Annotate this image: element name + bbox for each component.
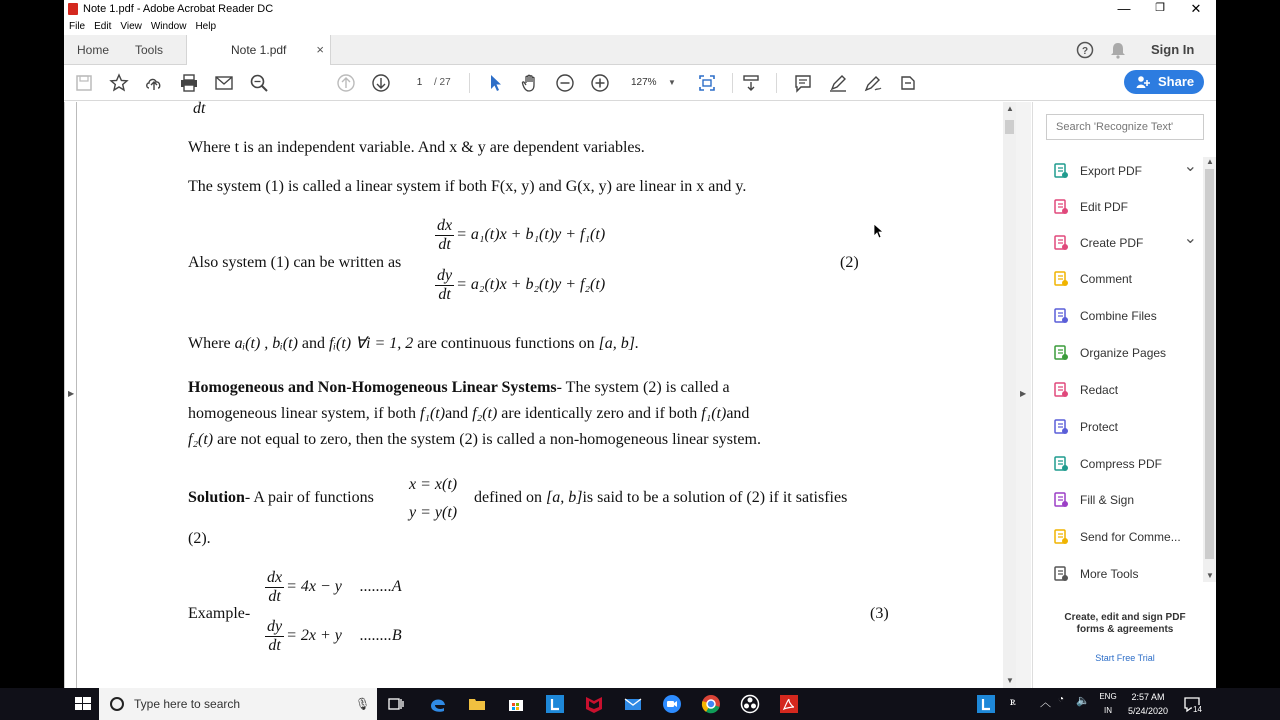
upload-cloud-icon[interactable] bbox=[144, 73, 164, 93]
redact-icon bbox=[1053, 382, 1069, 398]
compress-pdf-icon bbox=[1053, 456, 1069, 472]
math-span: x = x(t) bbox=[409, 476, 458, 493]
equation-3a bbox=[263, 569, 402, 606]
tool-edit-pdf[interactable] bbox=[1047, 196, 1197, 218]
language-code: ENG bbox=[1099, 692, 1117, 701]
tools-pane bbox=[1032, 102, 1216, 688]
tab-bar bbox=[64, 35, 1216, 65]
tool-label: Send for Comme... bbox=[1080, 530, 1181, 544]
document-tab-label: Note 1.pdf bbox=[231, 43, 287, 57]
document-viewport[interactable] bbox=[64, 102, 1016, 688]
start-free-trial-link[interactable]: Start Free Trial bbox=[1095, 653, 1155, 663]
tab-tools[interactable]: Tools bbox=[135, 43, 164, 57]
sign-in-link[interactable]: Sign In bbox=[1151, 42, 1195, 57]
lumin-app-icon[interactable] bbox=[545, 694, 565, 714]
zoom-level-value: 127% bbox=[631, 77, 657, 88]
text-span: - The system (2) is called a bbox=[556, 379, 730, 396]
tool-create-pdf[interactable] bbox=[1047, 232, 1197, 254]
sign-pen-icon[interactable] bbox=[863, 73, 883, 93]
text-line: The system (1) is called a linear system if both F(x, y) and G(x, y) are linear in x and y. bbox=[188, 178, 747, 195]
windows-start-icon[interactable] bbox=[73, 694, 93, 714]
tool-label: Protect bbox=[1080, 420, 1119, 434]
panel-splitter[interactable] bbox=[1016, 102, 1031, 688]
select-pointer-icon[interactable] bbox=[486, 73, 506, 93]
tool-label: Organize Pages bbox=[1080, 346, 1167, 360]
save-icon[interactable] bbox=[74, 73, 94, 93]
mouse-cursor-icon bbox=[873, 223, 883, 239]
acrobat-taskbar-icon[interactable] bbox=[779, 694, 799, 714]
promo-text bbox=[1033, 612, 1216, 636]
fraction-numerator: dy bbox=[437, 267, 453, 284]
math-span: [a, b] bbox=[545, 489, 583, 506]
task-view-icon[interactable] bbox=[386, 694, 406, 714]
mail-icon[interactable] bbox=[623, 694, 643, 714]
tool-label: Combine Files bbox=[1080, 309, 1157, 323]
share-button-label: Share bbox=[1158, 74, 1195, 89]
equation-tag: ........A bbox=[359, 578, 402, 596]
math-span: f₁(t) bbox=[419, 405, 446, 422]
tool-label: Export PDF bbox=[1080, 164, 1143, 178]
text-line bbox=[188, 334, 639, 354]
scroll-up-icon[interactable]: ▲ bbox=[1006, 104, 1014, 113]
chevron-down-icon: ▼ bbox=[668, 78, 676, 87]
scrollbar-thumb[interactable] bbox=[1005, 120, 1014, 134]
tool-comment[interactable] bbox=[1047, 268, 1197, 290]
right-panel-toggle-icon[interactable]: ▶ bbox=[1020, 389, 1027, 398]
equation-number: (3) bbox=[870, 605, 889, 622]
language-indicator[interactable] bbox=[1095, 690, 1121, 718]
next-page-icon[interactable] bbox=[371, 73, 391, 93]
tool-label: Edit PDF bbox=[1080, 200, 1129, 214]
bookmark-star-icon[interactable] bbox=[109, 73, 129, 93]
tool-send-for-comment[interactable] bbox=[1047, 526, 1197, 548]
clock-time: 2:57 AM bbox=[1131, 692, 1165, 702]
page-total: / 27 bbox=[434, 77, 451, 88]
scroll-up-icon[interactable]: ▲ bbox=[1206, 157, 1214, 166]
equation-rhs: = a₁(t)x + b₁(t)y + f₁(t) bbox=[456, 226, 606, 244]
region-code: IN bbox=[1104, 706, 1112, 715]
menu-bar bbox=[64, 18, 1216, 35]
pdf-page bbox=[76, 102, 1004, 688]
tab-home[interactable]: Home bbox=[77, 43, 110, 57]
share-button[interactable] bbox=[1124, 70, 1204, 94]
fraction-denominator: dt bbox=[438, 236, 451, 253]
text-span: defined on bbox=[474, 489, 542, 506]
edge-browser-icon[interactable] bbox=[428, 694, 448, 714]
tool-label: More Tools bbox=[1080, 567, 1139, 581]
lumin-tray-icon[interactable] bbox=[976, 694, 996, 714]
comment-icon bbox=[1053, 271, 1069, 287]
cortana-icon bbox=[110, 697, 124, 711]
obs-icon[interactable] bbox=[740, 694, 760, 714]
chrome-icon[interactable] bbox=[701, 694, 721, 714]
fraction-numerator: dx bbox=[267, 569, 283, 586]
math-span: f₂(t) bbox=[188, 431, 214, 448]
close-tab-icon[interactable]: × bbox=[316, 42, 324, 57]
text-span: are continuous functions on bbox=[417, 335, 595, 352]
equation-3b bbox=[263, 618, 402, 655]
svg-text:?: ? bbox=[1081, 46, 1089, 57]
network-icon[interactable]: ◔ bbox=[1058, 694, 1065, 705]
promo-line: Create, edit and sign PDF bbox=[1064, 612, 1186, 623]
tools-scrollbar[interactable] bbox=[1203, 157, 1216, 582]
tab-document[interactable] bbox=[186, 35, 331, 66]
close-window-button[interactable]: ✕ bbox=[1190, 1, 1202, 16]
fraction-numerator: dx bbox=[437, 217, 453, 234]
zoom-out-icon[interactable] bbox=[555, 73, 575, 93]
fraction-denominator: dt bbox=[268, 637, 281, 654]
create-pdf-icon bbox=[1053, 235, 1069, 251]
left-panel-toggle-icon[interactable]: ▶ bbox=[68, 389, 75, 398]
text-line bbox=[474, 488, 847, 508]
equation-2b bbox=[433, 267, 605, 304]
microphone-icon[interactable]: 🎙 bbox=[355, 697, 371, 711]
toolbar-divider bbox=[469, 73, 470, 93]
math-span: aᵢ(t) , bᵢ(t) bbox=[234, 335, 298, 352]
fraction-fragment: dt bbox=[193, 100, 206, 117]
tool-combine-files[interactable] bbox=[1047, 305, 1197, 327]
paragraph-line bbox=[188, 375, 896, 401]
chevron-down-icon[interactable]: ⌄ bbox=[1183, 230, 1197, 247]
zoom-in-icon[interactable] bbox=[590, 73, 610, 93]
fraction-denominator: dt bbox=[438, 286, 451, 303]
text-span: Where bbox=[188, 335, 231, 352]
text-line bbox=[188, 488, 374, 508]
equation-number: (2) bbox=[840, 254, 859, 271]
chevron-down-icon[interactable]: ⌄ bbox=[1183, 158, 1197, 175]
tool-redact[interactable] bbox=[1047, 379, 1197, 401]
organize-pages-icon bbox=[1053, 345, 1069, 361]
tool-label: Comment bbox=[1080, 272, 1133, 286]
scrollbar-thumb[interactable] bbox=[1205, 169, 1214, 559]
scroll-down-icon[interactable]: ▼ bbox=[1006, 676, 1014, 685]
people-icon[interactable]: ꭱ bbox=[1010, 694, 1016, 708]
text-line: Also system (1) can be written as bbox=[188, 254, 402, 271]
previous-page-icon[interactable] bbox=[336, 73, 356, 93]
zoom-level-select[interactable] bbox=[621, 74, 681, 92]
text-span: - A pair of functions bbox=[244, 489, 374, 506]
restore-button[interactable]: ❐ bbox=[1155, 2, 1165, 14]
edit-pdf-icon bbox=[1053, 199, 1069, 215]
menu-edit[interactable]: Edit bbox=[94, 21, 112, 32]
email-icon[interactable] bbox=[214, 73, 234, 93]
acrobat-icon bbox=[68, 3, 78, 15]
fraction-denominator: dt bbox=[268, 588, 281, 605]
window-title: Note 1.pdf - Adobe Acrobat Reader DC bbox=[83, 3, 274, 15]
section-heading: Solution bbox=[188, 489, 245, 506]
scroll-mode-icon[interactable] bbox=[741, 73, 761, 93]
math-span: fᵢ(t) ∀i = 1, 2 bbox=[329, 335, 414, 352]
acrobat-window bbox=[64, 0, 1216, 688]
menu-help[interactable]: Help bbox=[195, 21, 217, 32]
text-span: and bbox=[301, 335, 326, 352]
more-tools-icon[interactable] bbox=[898, 73, 918, 93]
paragraph-line bbox=[188, 427, 896, 453]
taskbar-search-placeholder: Type here to search bbox=[134, 697, 241, 711]
equation-rhs: = 4x − y bbox=[286, 578, 342, 596]
menu-file[interactable]: File bbox=[69, 21, 86, 32]
text-span: are identically zero and if both bbox=[501, 405, 698, 422]
section-heading: Homogeneous and Non-Homogeneous Linear Systems bbox=[188, 379, 557, 396]
search-zoom-icon[interactable] bbox=[249, 73, 269, 93]
text-line: (2). bbox=[188, 530, 211, 547]
highlight-pen-icon[interactable] bbox=[828, 73, 848, 93]
zoom-app-icon[interactable] bbox=[662, 694, 682, 714]
equation-2a bbox=[433, 217, 605, 254]
paragraph-homogeneous bbox=[188, 375, 896, 453]
mcafee-icon[interactable] bbox=[584, 694, 604, 714]
fraction-numerator: dy bbox=[267, 618, 283, 635]
more-tools-icon bbox=[1053, 566, 1069, 582]
tool-label: Compress PDF bbox=[1080, 457, 1163, 471]
tool-label: Redact bbox=[1080, 383, 1119, 397]
notification-bell-icon[interactable] bbox=[1110, 35, 1126, 65]
text-span: is said to be a solution of (2) if it satisfies bbox=[582, 489, 848, 506]
send-for-comment-icon bbox=[1053, 529, 1069, 545]
export-pdf-icon bbox=[1053, 163, 1069, 179]
tool-protect[interactable] bbox=[1047, 416, 1197, 438]
toolbar bbox=[64, 65, 1216, 101]
tool-fill-sign[interactable] bbox=[1047, 489, 1197, 511]
math-span: y = y(t) bbox=[409, 504, 458, 521]
toolbar-divider bbox=[732, 73, 733, 93]
toolbar-divider bbox=[776, 73, 777, 93]
text-span: are not equal to zero, then the system (2) is called a non-homogeneous linear system. bbox=[217, 431, 761, 448]
equation-rhs: = 2x + y bbox=[286, 627, 342, 645]
taskbar-search[interactable] bbox=[99, 688, 377, 720]
tool-more-tools[interactable] bbox=[1047, 563, 1197, 585]
tool-organize-pages[interactable] bbox=[1047, 342, 1197, 364]
equation-tag: ........B bbox=[359, 627, 402, 645]
protect-icon bbox=[1053, 419, 1069, 435]
help-icon[interactable] bbox=[1076, 35, 1094, 65]
hand-tool-icon[interactable] bbox=[520, 73, 540, 93]
title-bar bbox=[64, 0, 1216, 18]
notification-count-badge: 14 bbox=[1193, 705, 1202, 714]
volume-icon[interactable]: 🔈 bbox=[1076, 695, 1090, 707]
fill-sign-icon bbox=[1053, 492, 1069, 508]
promo-line: forms & agreements bbox=[1076, 624, 1174, 635]
scroll-down-icon[interactable]: ▼ bbox=[1206, 571, 1214, 580]
recognize-text-search[interactable] bbox=[1046, 114, 1204, 140]
text-span: and bbox=[445, 405, 469, 422]
math-span: [a, b]. bbox=[598, 335, 640, 352]
tool-label: Create PDF bbox=[1080, 236, 1144, 250]
store-icon[interactable] bbox=[506, 694, 526, 714]
tool-compress-pdf[interactable] bbox=[1047, 453, 1197, 475]
combine-files-icon bbox=[1053, 308, 1069, 324]
search-placeholder: Search 'Recognize Text' bbox=[1056, 121, 1174, 133]
menu-window[interactable]: Window bbox=[150, 21, 187, 32]
menu-view[interactable]: View bbox=[120, 21, 142, 32]
text-span: and bbox=[726, 405, 750, 422]
page-number-input[interactable]: 1 bbox=[416, 77, 423, 88]
file-explorer-icon[interactable] bbox=[467, 694, 487, 714]
show-hidden-icons-icon[interactable]: ︿ bbox=[1040, 697, 1051, 709]
text-line: Example- bbox=[188, 605, 251, 622]
windows-taskbar bbox=[0, 688, 1280, 720]
text-line: Where t is an independent variable. And x & y are dependent variables. bbox=[188, 139, 645, 156]
minimize-button[interactable]: — bbox=[1117, 1, 1131, 16]
comment-bubble-icon[interactable] bbox=[793, 73, 813, 93]
equation-rhs: = a₂(t)x + b₂(t)y + f₂(t) bbox=[456, 276, 606, 294]
text-span: homogeneous linear system, if both bbox=[188, 405, 416, 422]
print-icon[interactable] bbox=[179, 73, 199, 93]
paragraph-line bbox=[188, 401, 896, 427]
tool-label: Fill & Sign bbox=[1080, 493, 1135, 507]
fit-page-icon[interactable] bbox=[697, 73, 717, 93]
document-scrollbar[interactable] bbox=[1003, 102, 1016, 688]
math-span: f₂(t) bbox=[472, 405, 498, 422]
tool-export-pdf[interactable] bbox=[1047, 160, 1197, 182]
clock-date: 5/24/2020 bbox=[1127, 706, 1169, 716]
math-span: f₁(t) bbox=[701, 405, 727, 422]
system-clock[interactable] bbox=[1122, 690, 1174, 718]
